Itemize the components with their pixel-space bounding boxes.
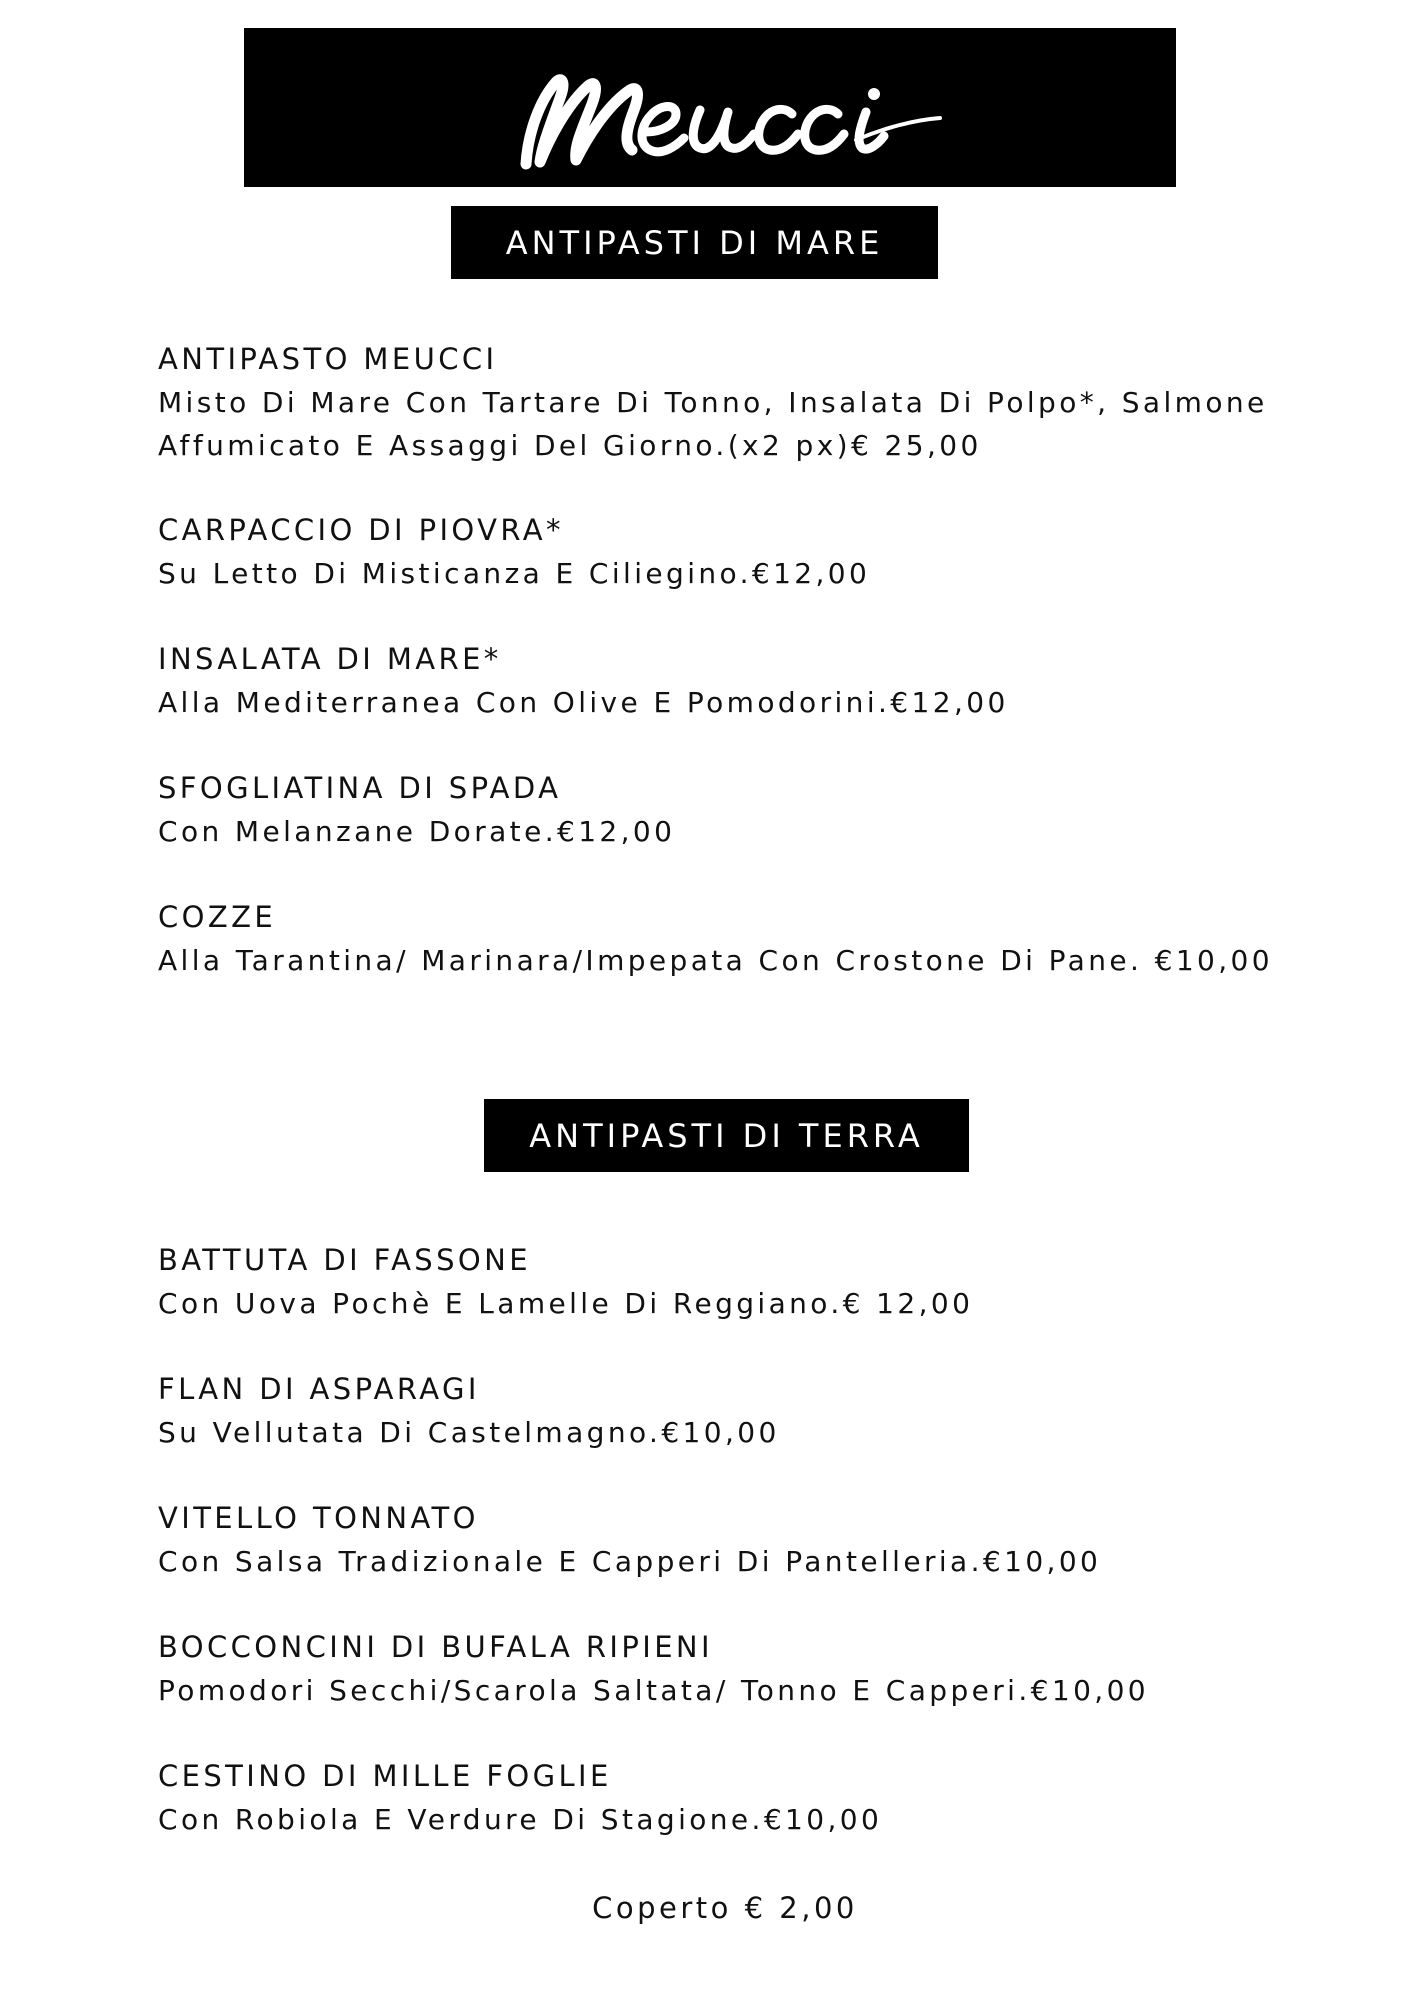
- item-title: COZZE: [158, 900, 277, 934]
- item-title: FLAN DI ASPARAGI: [158, 1372, 480, 1406]
- item-description: Con Uova Pochè E Lamelle Di Reggiano.€ 12,00: [158, 1287, 974, 1320]
- item-title: BOCCONCINI DI BUFALA RIPIENI: [158, 1630, 713, 1664]
- logo-banner: [244, 28, 1176, 187]
- item-title: CESTINO DI MILLE FOGLIE: [158, 1759, 612, 1793]
- menu-item: [158, 637, 1298, 724]
- item-description: Su Letto Di Misticanza E Ciliegino.€12,00: [158, 557, 871, 590]
- item-description: Pomodori Secchi/Scarola Saltata/ Tonno E Capperi.€10,00: [158, 1674, 1150, 1707]
- item-title: ANTIPASTO MEUCCI: [158, 342, 498, 376]
- item-description: Con Robiola E Verdure Di Stagione.€10,00: [158, 1803, 883, 1836]
- menu-item: [158, 1754, 1298, 1841]
- item-title: CARPACCIO DI PIOVRA*: [158, 513, 564, 547]
- menu-item: [158, 337, 1298, 467]
- menu-item: [158, 1238, 1298, 1325]
- item-description: Con Melanzane Dorate.€12,00: [158, 815, 676, 848]
- meucci-logo: [244, 28, 1176, 187]
- section-heading-terra: ANTIPASTI DI TERRA: [484, 1099, 969, 1172]
- item-title: SFOGLIATINA DI SPADA: [158, 771, 562, 805]
- item-title: VITELLO TONNATO: [158, 1501, 479, 1535]
- item-description: Alla Mediterranea Con Olive E Pomodorini.€12,00: [158, 686, 1009, 719]
- item-description: Con Salsa Tradizionale E Capperi Di Pantelleria.€10,00: [158, 1545, 1102, 1578]
- menu-item: [158, 766, 1298, 853]
- item-description: Alla Tarantina/ Marinara/Impepata Con Crostone Di Pane. €10,00: [158, 944, 1273, 977]
- menu-item: [158, 508, 1298, 595]
- section-heading-mare: ANTIPASTI DI MARE: [451, 206, 938, 279]
- menu-item: [158, 1367, 1298, 1454]
- menu-item: [158, 1625, 1298, 1712]
- menu-item: [158, 1496, 1298, 1583]
- logo-dot: [868, 88, 880, 100]
- menu-item: [158, 895, 1298, 982]
- item-title: BATTUTA DI FASSONE: [158, 1243, 531, 1277]
- item-description: Misto Di Mare Con Tartare Di Tonno, Insalata Di Polpo*, Salmone Affumicato E Assaggi Del Giorno.(x2 px)€ 25,00: [158, 386, 1268, 462]
- cover-charge: Coperto € 2,00: [592, 1891, 858, 1925]
- item-title: INSALATA DI MARE*: [158, 642, 502, 676]
- item-description: Su Vellutata Di Castelmagno.€10,00: [158, 1416, 780, 1449]
